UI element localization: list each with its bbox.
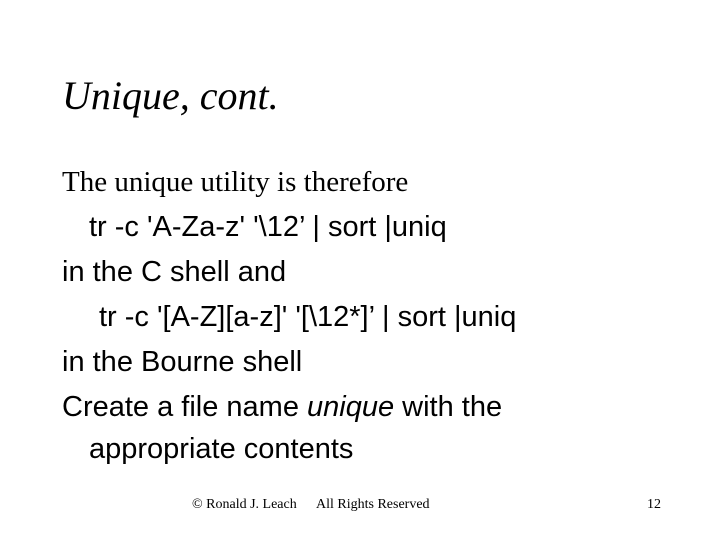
slide-title: Unique, cont. xyxy=(62,73,279,118)
command-c-shell: tr -c 'A-Za-z' '\12’ | sort |uniq xyxy=(89,211,447,243)
body-line-create-file xyxy=(62,390,502,424)
body-line-c-shell: in the C shell and xyxy=(62,256,287,288)
footer-copyright: © Ronald J. Leach xyxy=(192,497,297,512)
create-file-text-start: Create a file name xyxy=(62,391,308,423)
command-bourne-shell: tr -c '[A-Z][a-z]' '[\12*]’ | sort |uniq xyxy=(99,301,517,333)
create-file-text-end: with the xyxy=(394,391,503,423)
body-line-intro: The unique utility is therefore xyxy=(62,166,409,198)
unique-emphasis: unique xyxy=(307,391,395,423)
body-line-bourne-shell: in the Bourne shell xyxy=(62,346,303,378)
footer-rights: All Rights Reserved xyxy=(316,497,430,512)
page-number: 12 xyxy=(647,497,661,512)
body-line-contents: appropriate contents xyxy=(89,433,354,465)
